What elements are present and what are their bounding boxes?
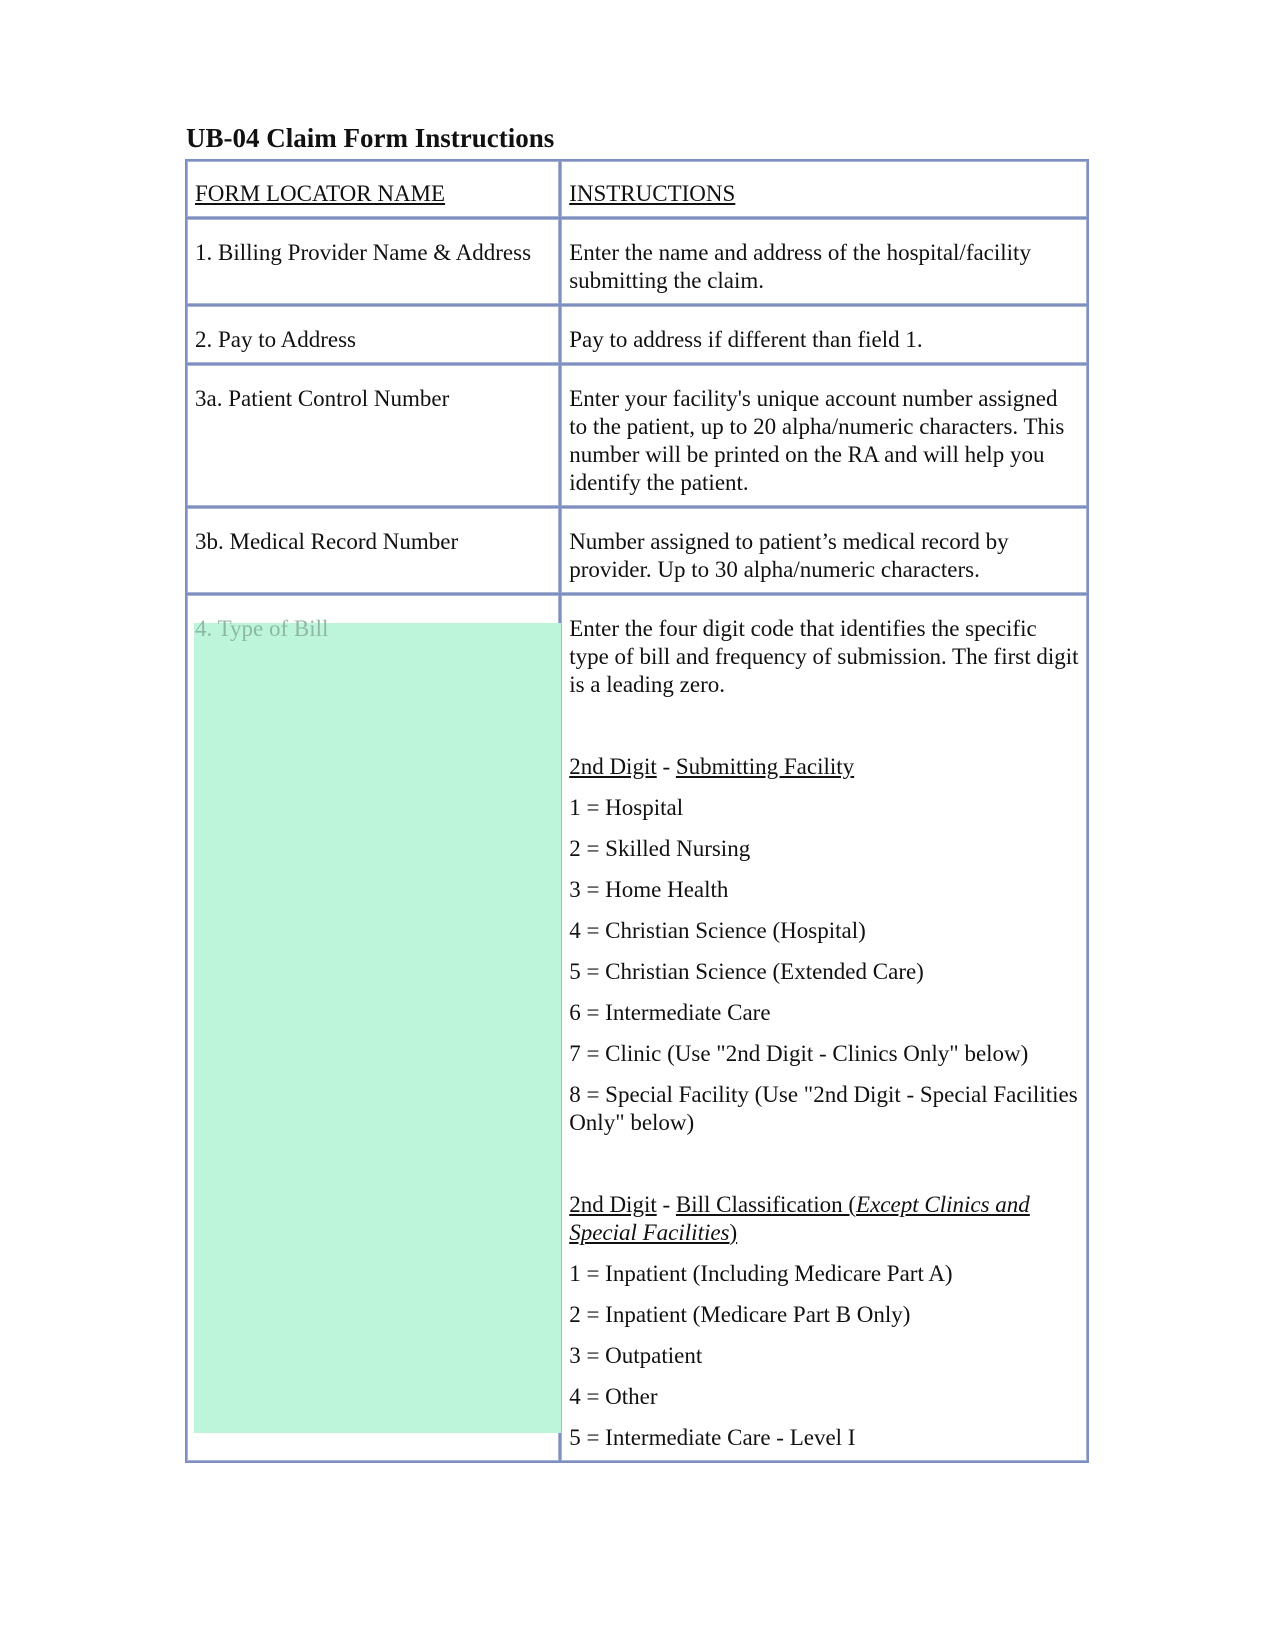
instruction-cell (561, 306, 1087, 363)
instruction-text: Number assigned to patient’s medical record by provider. Up to 30 alpha/numeric characters. (569, 529, 1009, 582)
table-row (187, 365, 1087, 506)
facility-code-item: 7 = Clinic (Use "2nd Digit - Clinics Only" below) (569, 1041, 1029, 1066)
locator-name: 1. Billing Provider Name & Address (195, 240, 532, 265)
facility-code-item: 2 = Skilled Nursing (569, 836, 751, 861)
table-row-type-of-bill (187, 595, 1087, 1461)
highlight-region (194, 623, 561, 1433)
facility-code-item: 6 = Intermediate Care (569, 1000, 771, 1025)
instructions-table (185, 159, 1089, 1463)
instruction-cell (561, 219, 1087, 304)
table-row (187, 306, 1087, 363)
classification-code-item: 3 = Outpatient (569, 1343, 703, 1368)
instruction-text: Pay to address if different than field 1. (569, 327, 923, 352)
facility-section-heading (569, 753, 1080, 781)
classification-section-heading (569, 1191, 1080, 1247)
instruction-cell (561, 365, 1087, 506)
locator-name-cell-highlighted (187, 595, 559, 1461)
classification-digit-label: 2nd Digit (569, 1192, 657, 1217)
facility-code-item: 8 = Special Facility (Use "2nd Digit - Special Facilities Only" below) (569, 1082, 1078, 1135)
facility-code-item: 4 = Christian Science (Hospital) (569, 918, 866, 943)
header-instructions-label: INSTRUCTIONS (569, 181, 736, 206)
locator-name: 4. Type of Bill (195, 616, 329, 641)
header-cell-instructions (561, 161, 1087, 217)
classification-heading-close: ) (729, 1220, 738, 1245)
classification-heading-italic: Except Clinics and Special Facilities (569, 1192, 1030, 1245)
locator-name-cell (187, 219, 559, 304)
facility-digit-label: 2nd Digit (569, 754, 657, 779)
classification-separator: - (656, 1192, 676, 1217)
instruction-text: Enter the name and address of the hospital/facility submitting the claim. (569, 240, 1031, 293)
instruction-text: Enter your facility's unique account number assigned to the patient, up to 20 alpha/numeric characters. This number will be printed on the RA and will help you identify the patient. (569, 386, 1065, 495)
classification-code-item: 1 = Inpatient (Including Medicare Part A) (569, 1261, 953, 1286)
page-title: UB-04 Claim Form Instructions (186, 123, 555, 153)
header-cell-name (187, 161, 559, 217)
locator-name-cell (187, 365, 559, 506)
facility-code-item: 5 = Christian Science (Extended Care) (569, 959, 924, 984)
locator-name-cell (187, 508, 559, 593)
table-row (187, 219, 1087, 304)
spacer (569, 699, 1080, 753)
facility-code-item: 1 = Hospital (569, 795, 684, 820)
classification-code-item: 5 = Intermediate Care - Level I (569, 1425, 856, 1450)
table-row (187, 508, 1087, 593)
locator-name: 3a. Patient Control Number (195, 386, 450, 411)
classification-heading-text: Bill Classification ( (675, 1192, 857, 1217)
spacer (569, 1137, 1080, 1191)
instruction-cell (561, 508, 1087, 593)
classification-code-item: 2 = Inpatient (Medicare Part B Only) (569, 1302, 911, 1327)
facility-separator: - (656, 754, 676, 779)
header-name-label: FORM LOCATOR NAME (195, 181, 446, 206)
facility-heading: Submitting Facility (675, 754, 855, 779)
classification-code-item: 4 = Other (569, 1384, 658, 1409)
instruction-cell (561, 595, 1087, 1461)
locator-name: 2. Pay to Address (195, 327, 356, 352)
locator-name-cell (187, 306, 559, 363)
type-of-bill-intro: Enter the four digit code that identifies the specific type of bill and frequency of submission. The first digit is a leading zero. (569, 616, 1079, 697)
locator-name: 3b. Medical Record Number (195, 529, 459, 554)
facility-code-item: 3 = Home Health (569, 877, 729, 902)
table-header-row (187, 161, 1087, 217)
